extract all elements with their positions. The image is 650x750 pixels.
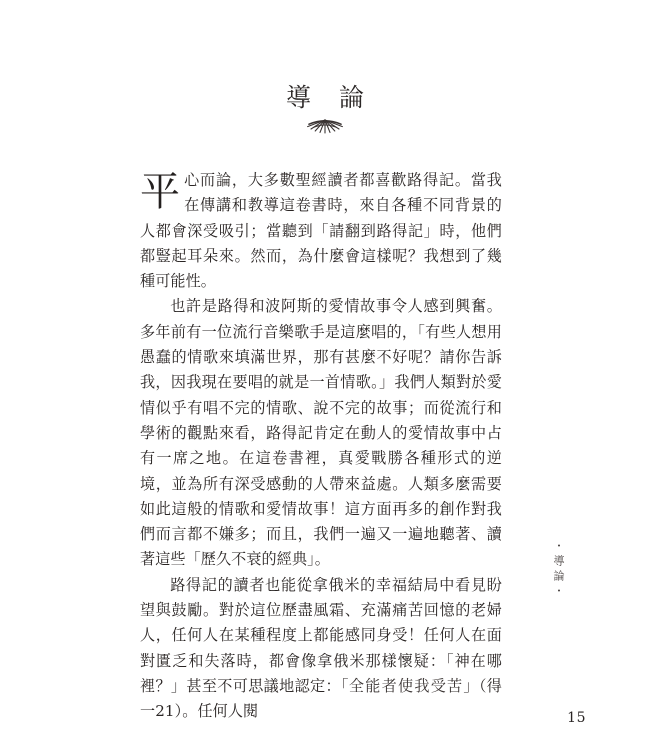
- chapter-heading: [0, 84, 650, 137]
- paragraph-1: [140, 168, 502, 294]
- body-text: [140, 168, 502, 725]
- paragraph-3-text-part-2: 」（得一21）。任何人閱: [140, 676, 502, 721]
- drop-cap: 平: [140, 169, 181, 215]
- paragraph-3-text-part-1: 路得記的讀者也能從拿俄米的幸福結局中看見盼望與鼓勵。對於這位歷盡風霜、充滿痛苦回憶的老婦人，任何人在某種程度上都能感同身受！任何人在面對匱乏和失落時，都會像拿俄米那樣懷疑：「神在哪裡？」甚至不可思議地認定：「: [140, 575, 502, 695]
- fan-sunburst-ornament-icon: [0, 117, 650, 137]
- paragraph-2-text: 也許是路得和波阿斯的愛情故事令人感到興奮。多年前有一位流行音樂歌手是這麼唱的，「有些人想用愚蠢的情歌來填滿世界，那有甚麼不好呢？請你告訴我，因我現在要唱的就是一首情歌。」我們人類對於愛情似乎有唱不完的情歌、說不完的故事；而從流行和學術的觀點來看，路得記肯定在動人的愛情故事中占有一席之地。在這卷書裡，真愛戰勝各種形式的逆境，並為所有深受感動的人帶來益處。人類多麼需要如此這般的情歌和愛情故事！這方面再多的創作對我們而言都不嫌多；而且，我們一遍又一遍地聽著、讀著這些「歷久不衰的經典」。: [140, 297, 502, 569]
- paragraph-2: [140, 294, 502, 572]
- running-head: ・導論・: [552, 540, 565, 600]
- page-number: 15: [567, 710, 586, 726]
- paragraph-1-text: 心而論，大多數聖經讀者都喜歡路得記。當我在傳講和教導這卷書時，來自各種不同背景的人都會深受吸引；當聽到「請翻到路得記」時，他們都豎起耳朵來。然而，為什麼會這樣呢？我想到了幾種可能性。: [140, 171, 502, 291]
- page-title: 導 論: [286, 83, 374, 112]
- paragraph-3: [140, 573, 502, 725]
- scripture-quotation: 全能者使我受苦: [348, 676, 464, 695]
